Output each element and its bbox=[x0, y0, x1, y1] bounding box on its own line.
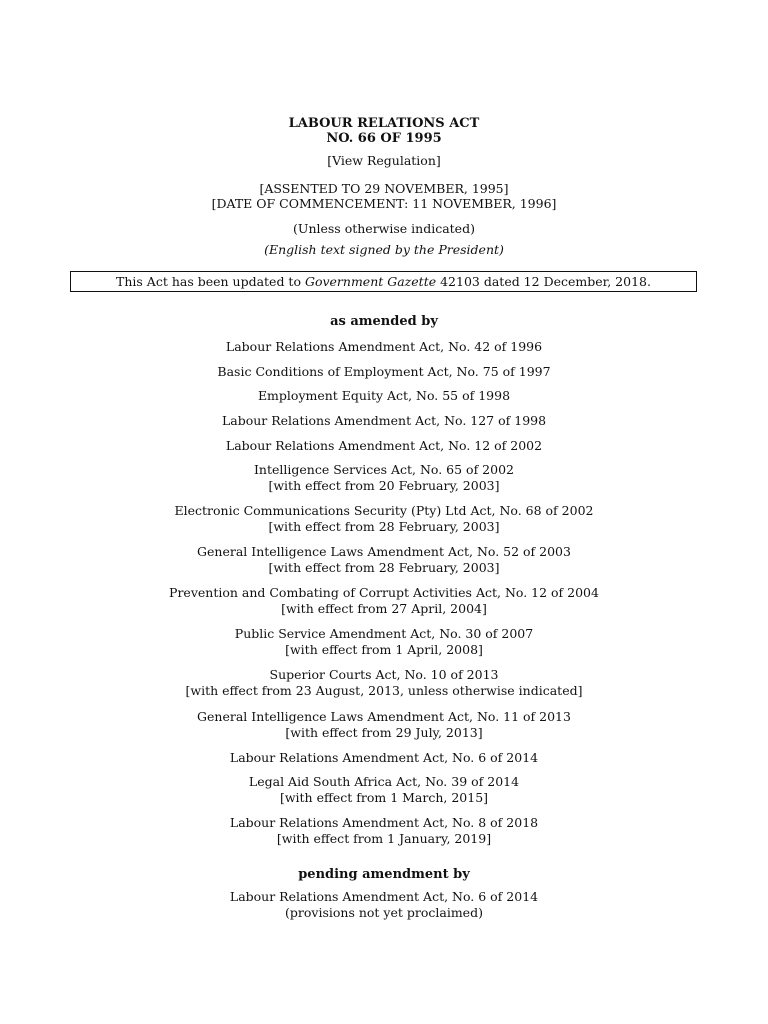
amendment-item bbox=[0, 709, 768, 741]
amendment-item bbox=[0, 815, 768, 847]
amendment-title: Legal Aid South Africa Act, No. 39 of 2014 bbox=[248, 774, 520, 789]
amendment-item bbox=[0, 413, 768, 429]
amendment-title: Superior Courts Act, No. 10 of 2013 bbox=[269, 667, 499, 682]
amendment-title: General Intelligence Laws Amendment Act, No. 52 of 2003 bbox=[197, 544, 571, 559]
amendment-title: Labour Relations Amendment Act, No. 12 of 2002 bbox=[225, 438, 543, 453]
amendment-title: Labour Relations Amendment Act, No. 127 of 1998 bbox=[221, 413, 547, 428]
amendment-effect-note: [with effect from 1 March, 2015] bbox=[279, 790, 489, 805]
english-text-note: (English text signed by the President) bbox=[264, 242, 504, 257]
amendment-title: Electronic Communications Security (Pty) Ltd Act, No. 68 of 2002 bbox=[174, 503, 594, 518]
pending-amendment-item bbox=[0, 889, 768, 921]
amendment-title: Labour Relations Amendment Act, No. 42 of 1996 bbox=[225, 339, 543, 354]
amendment-effect-note: [with effect from 28 February, 2003] bbox=[268, 519, 500, 534]
amendment-title: General Intelligence Laws Amendment Act, No. 11 of 2013 bbox=[197, 709, 571, 724]
pending-amendment-heading: pending amendment by bbox=[298, 867, 470, 882]
amendment-title: Intelligence Services Act, No. 65 of 2002 bbox=[253, 462, 514, 477]
amendment-effect-note: [with effect from 1 January, 2019] bbox=[276, 831, 492, 846]
act-dates bbox=[0, 181, 768, 211]
amendment-title: Prevention and Combating of Corrupt Activities Act, No. 12 of 2004 bbox=[169, 585, 599, 600]
amendment-item bbox=[0, 339, 768, 355]
amendment-effect-note: [with effect from 29 July, 2013] bbox=[285, 725, 483, 740]
amendment-item bbox=[0, 388, 768, 404]
amended-by-heading: as amended by bbox=[330, 314, 438, 329]
amendment-item bbox=[0, 750, 768, 766]
amendment-item bbox=[0, 667, 768, 699]
amendment-item bbox=[0, 364, 768, 380]
update-notice-gazette: Government Gazette bbox=[304, 274, 437, 289]
amendment-item bbox=[0, 503, 768, 535]
amendment-item bbox=[0, 438, 768, 454]
view-regulation-link[interactable]: [View Regulation] bbox=[327, 153, 441, 168]
update-notice-box bbox=[70, 271, 697, 292]
amendment-title: Labour Relations Amendment Act, No. 6 of 2014 bbox=[229, 750, 539, 765]
amendment-title: Employment Equity Act, No. 55 of 1998 bbox=[257, 388, 511, 403]
amendment-item bbox=[0, 774, 768, 806]
pending-amendment-title: Labour Relations Amendment Act, No. 6 of 2014 bbox=[229, 889, 539, 904]
assented-date: [ASSENTED TO 29 NOVEMBER, 1995] bbox=[259, 181, 509, 196]
amendment-item bbox=[0, 462, 768, 494]
act-title bbox=[0, 116, 768, 146]
commencement-date: [DATE OF COMMENCEMENT: 11 NOVEMBER, 1996] bbox=[211, 196, 557, 211]
amendment-title: Basic Conditions of Employment Act, No. 75 of 1997 bbox=[217, 364, 551, 379]
amendment-effect-note: [with effect from 28 February, 2003] bbox=[268, 560, 500, 575]
amendment-effect-note: [with effect from 1 April, 2008] bbox=[285, 642, 483, 657]
amendment-item bbox=[0, 626, 768, 658]
amendment-item bbox=[0, 585, 768, 617]
update-notice-suffix: 42103 dated 12 December, 2018. bbox=[436, 274, 651, 289]
amendment-title: Public Service Amendment Act, No. 30 of 2007 bbox=[234, 626, 534, 641]
amendment-effect-note: [with effect from 27 April, 2004] bbox=[281, 601, 487, 616]
amendment-effect-note: [with effect from 23 August, 2013, unless otherwise indicated] bbox=[185, 683, 583, 698]
amendment-item bbox=[0, 544, 768, 576]
amendment-effect-note: [with effect from 20 February, 2003] bbox=[268, 478, 500, 493]
update-notice-prefix: This Act has been updated to bbox=[116, 274, 305, 289]
act-title-line2: NO. 66 OF 1995 bbox=[326, 131, 442, 146]
act-title-line1: LABOUR RELATIONS ACT bbox=[288, 116, 480, 131]
unless-indicated-note: (Unless otherwise indicated) bbox=[293, 221, 475, 236]
pending-amendment-note: (provisions not yet proclaimed) bbox=[285, 905, 483, 920]
amendment-title: Labour Relations Amendment Act, No. 8 of 2018 bbox=[229, 815, 539, 830]
